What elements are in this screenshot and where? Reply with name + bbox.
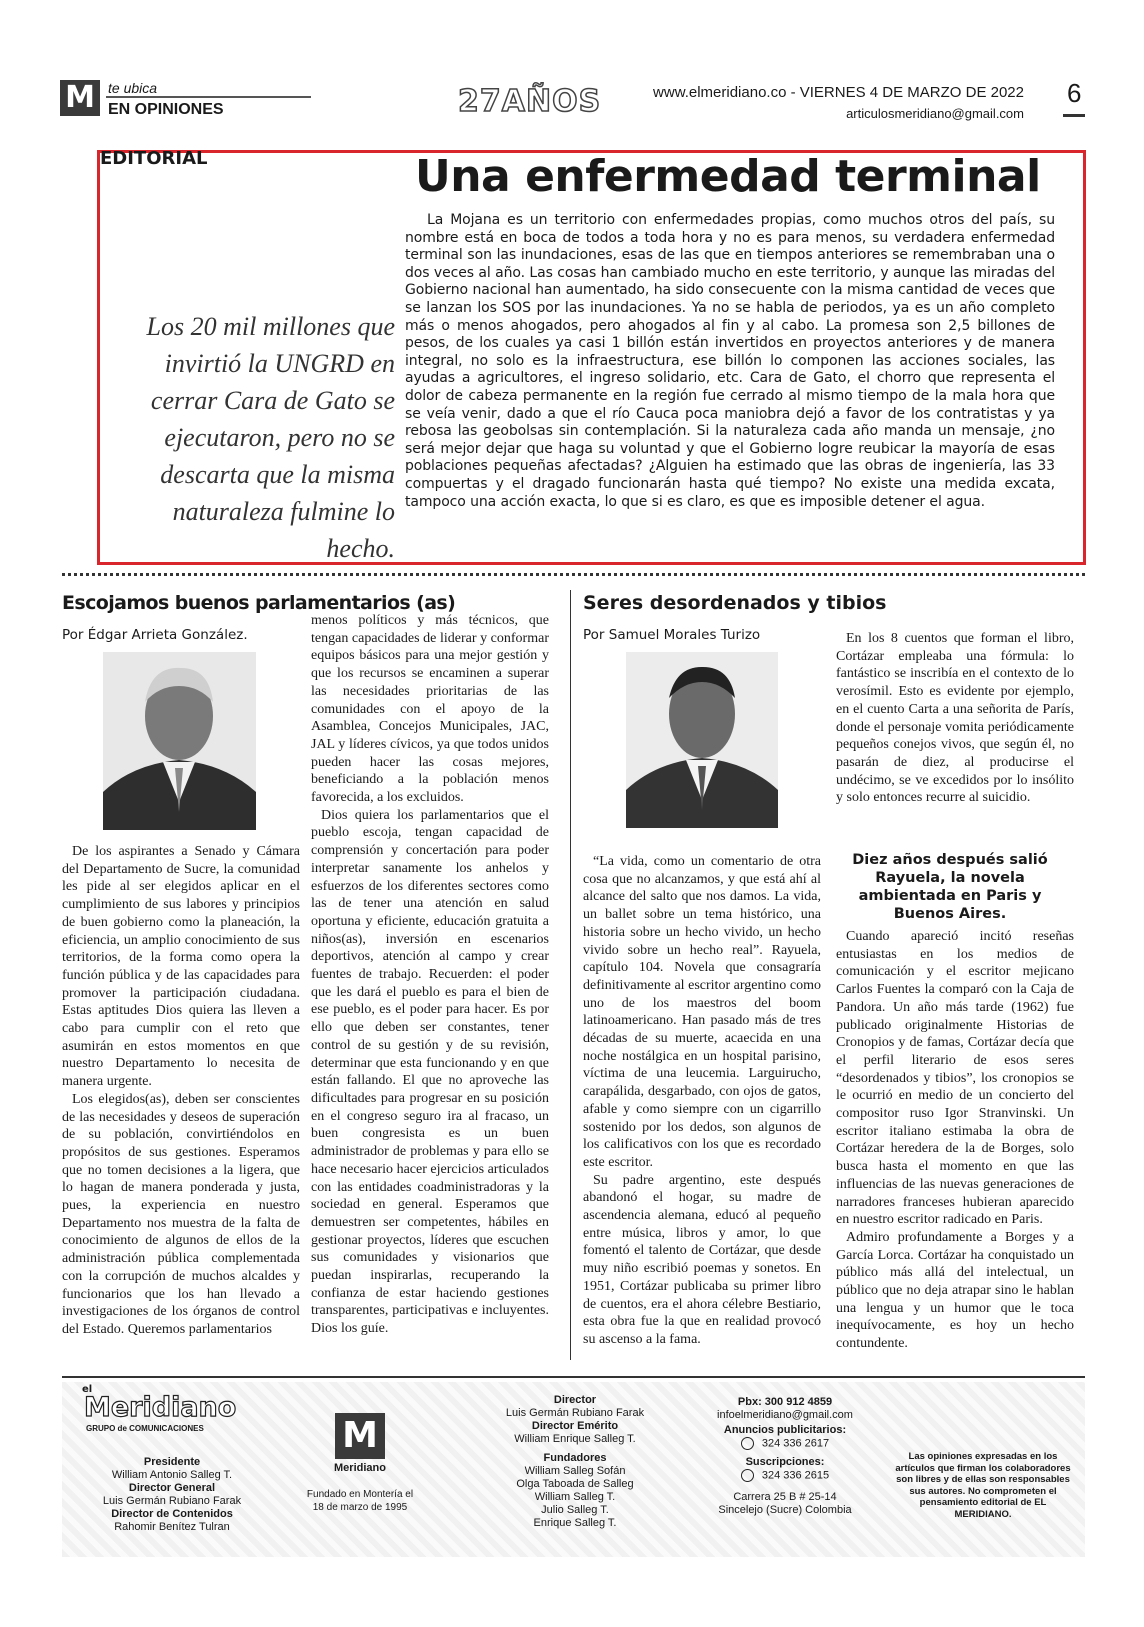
contact-email: articulosmeridiano@gmail.com	[846, 106, 1024, 121]
article2-column2-top	[836, 630, 1074, 807]
subscriptions-label: Suscripciones:	[745, 1456, 825, 1469]
portrait-icon	[103, 652, 256, 830]
whatsapp-icon	[741, 1437, 754, 1450]
masthead-rule	[106, 96, 311, 98]
founded-note: Fundado en Montería el 18 de marzo de 1995	[306, 1489, 414, 1513]
editorial-body: La Mojana es un territorio con enfermedades propias, como muchos otros del país, su nombre está en boca de todos a toda hora y no es para menos, su verdadera enfermedad terminal son las inundaciones, esas de las que en tiempos anteriores se remembraban una o dos veces al año. Las cosas han cambiado mucho en este territorio, y aunque las miradas del Gobierno nacional han aumentado, ha sido consecuente con la misma cantidad de veces que se lanzan los SOS por las inundaciones. Ya no se habla de periodos, ya es un año completo más o menos ahogados, pero ahogados al fin y al cabo. La promesa son 2,5 billones de pesos, de los cuales ya casi 1 billón están invertidos en proyectos anteriores y de manera integral, no solo es la infraestructura, ese billón lo componen las acciones sociales, las ayudas a agricultores, el ingreso solidario, etc. Cara de Gato, el chorro que representa el dolor de cabeza permanente en la región fue cerrado al mismo tiempo de la mala hora que se veía venir, dado a que el río Cauca poca maniobra dejó a favor de los contratistas y ya rebosa las geobolsas sin contemplación. Si la naturaleza cada año manda un mensaje, ¿no será mejor dejar que haga su voluntad y que el Gobierno logre reubicar la mayoría de esas poblaciones pequeñas afectadas? ¿Alguien ha estimado que las obras de ingeniería, las 33 compuertas y el dragado funcionarán hasta qué tiempo? No existe una medida excata, tampoco una acción exacta, lo que si es claro, es que es imposible detener el agua.	[405, 212, 1055, 510]
article1-column2	[311, 612, 549, 1338]
article1-paragraph: Dios quiera los parlamentarios que el pueblo escoja, tengan capacidad de comprensión y concertación para poder interpretar sanamente los anhelos y esfuerzos de los diferentes sectores como las de tener una atención en salud oportuna y eficiente, educación gratuita a niños(as), inversión en escenarios deportivos, atención al campo y crear fuentes de trabajo. Recuerden: el poder que les dará el pueblo es para el bien de ese pueblo, es el poder para hacer. Es por ello que deben ser constantes, tener control de su gestión y de su revisión, determinar que esta funcionando y en que están fallando. El que no aproveche las dificultades para progresar en su posición en el congreso seguro ira al fracaso, un buen congresista es un buen administrador de problemas y para ello se hace necesario hacer ejercicios articulados con las entidades coadministradoras y la sociedad en general. Esperamos que demuestren ser competentes, hábiles en gestionar proyectos, líderes que escuchen sus comunidades y visionarios que puedan inspirarlas, recuperando la confianza de estar haciendo gestiones transparentes, participativas e incluyentes. Dios los guíe.	[311, 807, 549, 1337]
opinion-disclaimer: Las opiniones expresadas en los artículos que firman los colaboradores son libres y de ellas son responsables sus autores. No comprometen el pensamiento editorial de EL MERIDIANO.	[895, 1451, 1071, 1520]
footer-logo-caption: Meridiano	[334, 1462, 386, 1474]
founder-name: William Salleg Sofán	[524, 1465, 626, 1477]
article1-headline: Escojamos buenos parlamentarios (as)	[62, 592, 456, 614]
section-divider	[62, 573, 1085, 576]
article2-headline: Seres desordenados y tibios	[583, 592, 887, 614]
ads-contact	[690, 1437, 880, 1450]
director-label: Director	[553, 1394, 597, 1406]
pbx-number: Pbx: 300 912 4859	[737, 1396, 833, 1408]
author-photo-arrieta	[103, 652, 256, 830]
content-director-name: Rahomir Benítez Tulran	[114, 1521, 230, 1533]
article2-subhead: Diez años después salió Rayuela, la novela ambientada en Paris y Buenos Aires.	[852, 852, 1048, 922]
article2-column1	[583, 853, 821, 1349]
footer-directors	[490, 1394, 660, 1530]
article1-paragraph: Los elegidos(as), deben ser conscientes de las necesidades y deseos de superación de su población, convirtiéndolos en propósitos de sus gestiones. Esperamos que no tomen decisiones a la ligera, que lo hagan de manera ponderada y justa, pues, la experiencia en nuestro Departamento nos muestra de la falta de conocimiento de algunos de ellos de la administración pública complementada con la corrupción de muchos alcaldes y funcionarios que los han llevado a investigaciones de los órganos de control del Estado. Queremos parlamentarios	[62, 1091, 300, 1337]
footer-contact	[690, 1396, 880, 1517]
editorial-label: EDITORIAL	[100, 150, 208, 169]
footer-brand: Meridiano	[84, 1392, 237, 1423]
anniversary-logo: 27AÑOS	[458, 84, 602, 119]
subscriptions-contact	[690, 1469, 880, 1482]
general-director-label: Director General	[128, 1482, 216, 1494]
page-number-rule	[1063, 114, 1085, 117]
editorial-pull-quote: Los 20 mil millones que invirtió la UNGRD en cerrar Cara de Gato se ejecutaron, pero no se descarta que la misma naturaleza fulmine lo hecho.	[146, 312, 395, 563]
footer-brand-tagline: GRUPO de COMUNICACIONES	[86, 1424, 204, 1433]
article2-paragraph: En los 8 cuentos que forman el libro, Cortázar empleaba una fórmula: lo fantástico se inscribía en el contexto de lo verosímil. Esto es evidente por ejemplo, en el cuento Carta a una señorita de París, donde el personaje vomita periódicamente pequeños conejos vivos, que según él, no pasarán de diez, al producirse el undécimo, se ve excedidos por lo insólito y solo entonces recurre al suicidio.	[836, 631, 1074, 806]
footer-management	[82, 1456, 262, 1534]
article2-column2-bottom	[836, 928, 1074, 1353]
footer-m-logo: M	[335, 1413, 385, 1459]
column-divider	[570, 590, 571, 1360]
city-line: Sincelejo (Sucre) Colombia	[718, 1503, 852, 1516]
founder-name: Olga Taboada de Salleg	[516, 1478, 634, 1490]
article2-paragraph: Su padre argentino, este después abandonó el hogar, su madre de ascendencia alemana, educó al pequeño entre música, libros y amor, lo que fomentó el talento de Cortázar, que desde muy niño escribió poemas y sonetos. En 1951, Cortázar publicaba su primer libro de cuentos, era el ahora célebre Bestiario, esta obra fue la que en realidad provocó su ascenso a la fama.	[583, 1172, 821, 1347]
article2-paragraph: Admiro profundamente a Borges y a García Lorca. Cortázar ha conquistado un público más allá del intelectual, un público que no deja atrapar sino le hablan una lengua y un humor que le toca inequívocamente, es hoy un hecho contundente.	[836, 1229, 1074, 1352]
whatsapp-icon	[741, 1469, 754, 1482]
emeritus-name: William Enrique Salleg T.	[514, 1433, 636, 1445]
article1-paragraph: De los aspirantes a Senado y Cámara del Departamento de Sucre, la comunidad les pide al ser elegidos aplicar en el cumplimiento de sus labores y principios de buen gobierno como la planeación, la eficiencia, un amplio conocimiento de sus territorios, de la forma como opera la función pública y de las capacidades para promover la participación ciudadana. Estas aptitudes Dios quiera las lleven a cabo para cumplir con el reto que asumirán en estos momentos en que nuestro Departamento lo necesita de manera urgente.	[62, 844, 300, 1090]
general-director-name: Luis Germán Rubiano Farak	[102, 1495, 242, 1507]
article1-paragraph: menos políticos y más técnicos, que tengan capacidades de liderar y conformar equipos básicos para una mejor gestión y que los recursos se encaminen a superar las necesidades prioritarias de las comunidades con el apoyo de la Asamblea, Concejos Municipales, JAC, JAL y líderes cívicos, ya que todos unidos pueden hacer las cosas mejores, beneficiando a la población menos favorecida, a los excluidos.	[311, 613, 549, 806]
page-number: 6	[1067, 78, 1082, 108]
date-line: www.elmeridiano.co - VIERNES 4 DE MARZO DE 2022	[653, 84, 1024, 101]
ads-label: Anuncios publicitarios:	[723, 1424, 847, 1436]
section-name: EN OPINIONES	[108, 101, 224, 118]
subscriptions-phone: 324 336 2615	[761, 1469, 830, 1482]
founder-name: Julio Salleg T.	[541, 1504, 609, 1516]
footer-rule	[62, 1376, 1085, 1378]
emeritus-label: Director Emérito	[531, 1420, 619, 1432]
address-line: Carrera 25 B # 25-14	[733, 1490, 837, 1503]
article2-paragraph: Cuando apareció incitó reseñas entusiastas en los medios de comunicación y el escritor mejicano Carlos Fuentes la comparó con la Caja de Pandora. Un año más tarde (1962) fue publicado originalmente Historias de Cronopios y de famas, Cortázar decía que el perfil literario de esos seres “desordenados y tibios”, los cronopios se le ocurrió en medio de un concierto del compositor ruso Igor Stranvinski. Un escritor italiano estimaba la obra de Cortázar heredera de la de Borges, solo busca hasta el momento en que las influencias de las nuevas generaciones de narradores franceses hubieran aparecido en nuestro escritor radicado en Paris.	[836, 929, 1074, 1228]
article2-paragraph: “La vida, como un comentario de otra cosa que no alcanzamos, y que está ahí al alcance del salto que nos damos. La vida, un ballet sobre un tema histórico, una historia sobre un hecho vivido, un hecho vivido sobre un hecho real”. Rayuela, capítulo 104. Novela que consagraría definitivamente al escritor argentino como uno de los maestros del boom latinoamericano. Han pasado más de tres décadas de su muerte, acaecida en una noche nostálgica en un hospital parisino, víctima de una leucemia. Larguirucho, carapálida, desgarbado, con ojos de gatos, afable y como siempre con un cigarrillo sostenido por los dedos, son algunos de los calificativos con los que es recordado este escritor.	[583, 854, 821, 1170]
masthead-logo: M	[60, 80, 100, 116]
president-name: William Antonio Salleg T.	[111, 1469, 233, 1481]
content-director-label: Director de Contenidos	[111, 1508, 233, 1520]
info-email: infoelmeridiano@gmail.com	[717, 1409, 853, 1421]
article1-column1	[62, 843, 300, 1339]
portrait-icon	[626, 652, 778, 828]
article2-byline: Por Samuel Morales Turizo	[583, 627, 761, 643]
editorial-title: Una enfermedad terminal	[415, 151, 1041, 202]
president-label: Presidente	[143, 1456, 201, 1468]
author-photo-morales	[626, 652, 778, 828]
director-name: Luis Germán Rubiano Farak	[505, 1407, 645, 1419]
masthead-tagline: te ubica	[108, 80, 158, 96]
article1-byline: Por Édgar Arrieta González.	[62, 627, 248, 643]
ads-phone: 324 336 2617	[761, 1437, 830, 1450]
footer-brand-prefix: el	[82, 1384, 93, 1395]
founder-name: William Salleg T.	[534, 1491, 616, 1503]
founders-label: Fundadores	[543, 1452, 607, 1464]
founder-name: Enrique Salleg T.	[533, 1517, 617, 1529]
